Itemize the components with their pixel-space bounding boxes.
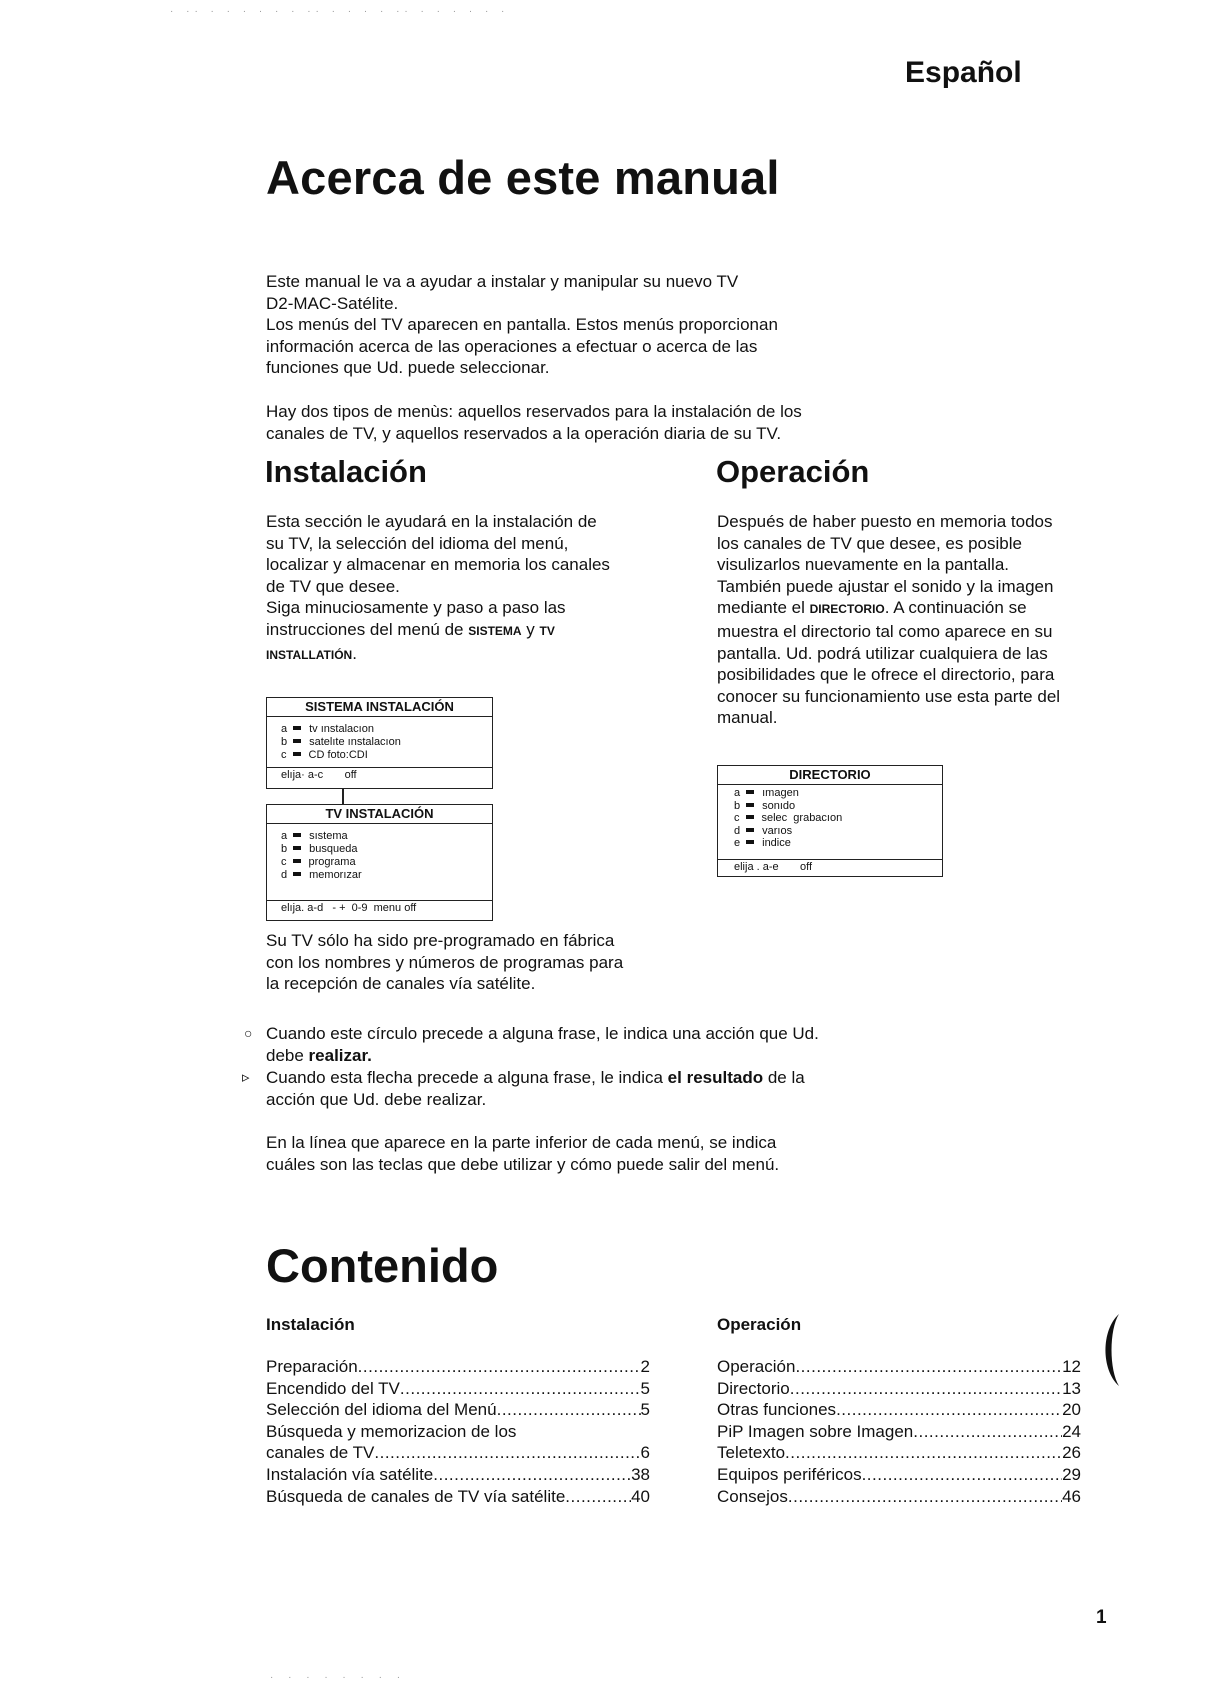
note-line: Su TV sólo ha sido pre-programado en fábrica <box>266 931 615 950</box>
menu-item-label: varıos <box>762 824 793 837</box>
menu-item-label: memorızar <box>309 869 362 881</box>
toc-entry-label: Otras funciones <box>717 1400 837 1420</box>
toc-entry-page: 12 <box>1062 1357 1081 1376</box>
menu-item-key: d <box>734 824 741 837</box>
bullet-icon <box>746 815 754 819</box>
circle-icon: ○ <box>244 1025 253 1041</box>
toc-entry[interactable] <box>266 1399 650 1421</box>
contents-title: Contenido <box>266 1239 499 1292</box>
section-tab-mark-icon <box>1095 1310 1125 1390</box>
arrow-explanation <box>266 1067 946 1110</box>
menu-item-label: sıstema <box>309 830 348 842</box>
menu-item-key: b <box>281 843 288 855</box>
intro-paragraph <box>266 271 886 379</box>
bullet-icon <box>293 833 301 837</box>
bullet-icon <box>293 739 301 743</box>
operation-line: conocer su funcionamiento use esta parte del <box>717 686 1061 706</box>
note-line: con los nombres y números de programas para <box>266 952 624 972</box>
types-line: Hay dos tipos de menùs: aquellos reservados para la instalación de los <box>266 402 802 421</box>
circle-line-pre: debe <box>266 1045 309 1065</box>
menu-item <box>718 800 942 813</box>
operation-paragraph <box>717 511 1117 729</box>
instr-prefix: instrucciones del menú de <box>266 619 469 639</box>
smallcaps-tv: TV <box>539 623 555 638</box>
toc-entry-label: Instalación vía satélite <box>266 1464 434 1484</box>
toc-entry[interactable] <box>717 1421 1081 1443</box>
arrow-line <box>266 1067 946 1089</box>
toc-entry[interactable] <box>717 1442 1081 1464</box>
operation-line: Después de haber puesto en memoria todos <box>717 512 1053 531</box>
menu-item <box>718 825 942 838</box>
page-number: 1 <box>1096 1607 1107 1628</box>
bullet-icon <box>746 840 754 844</box>
menu-connector-line <box>342 788 344 804</box>
operation-line: También puede ajustar el sonido y la imagen <box>717 576 1054 596</box>
toc-leader-dots <box>433 1464 631 1486</box>
toc-entry-page: 38 <box>631 1464 650 1484</box>
menu-item <box>267 723 492 736</box>
arrow-line-pre: Cuando esta flecha precede a alguna frase, le indica <box>266 1068 668 1087</box>
toc-leader-dots <box>565 1486 631 1508</box>
toc-leader-dots <box>400 1378 641 1400</box>
toc-entry[interactable] <box>266 1464 650 1486</box>
circle-line-bold: realizar. <box>308 1045 372 1065</box>
menu-item-label: selec grabacıon <box>761 812 843 824</box>
toc-entry-page: 5 <box>640 1400 650 1420</box>
bullet-icon <box>746 790 754 794</box>
toc-leader-dots <box>497 1399 641 1421</box>
circle-line <box>266 1045 946 1067</box>
bottom-line-text: cuáles son las teclas que debe utilizar y cómo puede salir del menú. <box>266 1154 780 1174</box>
menu-item-key: d <box>281 869 288 881</box>
menu-title: DIRECTORIO <box>718 766 942 785</box>
toc-entry-page: 13 <box>1062 1378 1081 1398</box>
operation-line: pantalla. Ud. podrá utilizar cualquiera de las <box>717 643 1048 663</box>
bullet-icon <box>293 726 301 730</box>
note-line: la recepción de canales vía satélite. <box>266 974 536 994</box>
menu-item-label: programa <box>308 856 356 868</box>
menu-item-key: c <box>281 856 287 868</box>
toc-leader-dots <box>785 1442 1062 1464</box>
installation-heading: Instalación <box>265 454 427 489</box>
bullet-icon <box>293 752 301 756</box>
types-line: canales de TV, y aquellos reservados a la operación diaria de su TV. <box>266 423 782 443</box>
menu-items <box>718 785 942 859</box>
operation-line: manual. <box>717 708 778 728</box>
toc-entry-label: Selección del idioma del Menú <box>266 1400 497 1420</box>
tv-instalacion-menu <box>266 804 493 921</box>
toc-entry-page: 46 <box>1062 1486 1081 1506</box>
page-title: Acerca de este manual <box>266 151 780 204</box>
menu-item-key: c <box>734 812 740 824</box>
circle-explanation <box>266 1023 946 1066</box>
menu-item <box>267 869 492 882</box>
menu-item <box>267 830 492 843</box>
toc-entry-label: Encendido del TV <box>266 1378 400 1398</box>
installation-paragraph <box>266 511 666 666</box>
smallcaps-installation: INSTALLATIÓN <box>266 647 353 662</box>
installation-line: de TV que desee. <box>266 576 400 596</box>
toc-leader-dots <box>836 1399 1062 1421</box>
menu-items <box>267 824 492 900</box>
menu-footer: elıja· a-c off <box>267 767 492 783</box>
operation-heading: Operación <box>716 454 870 489</box>
toc-entry-label: canales de TV <box>266 1443 375 1463</box>
toc-entry[interactable] <box>266 1378 650 1400</box>
operation-line: los canales de TV que desee, es posible <box>717 533 1022 553</box>
bullet-icon <box>293 846 301 850</box>
menu-item-label: ımagen <box>762 787 799 799</box>
preprogrammed-note <box>266 930 686 995</box>
menu-item-label: busqueda <box>309 843 358 855</box>
menu-title: SISTEMA INSTALACIÓN <box>267 698 492 717</box>
toc-entry-page: 24 <box>1062 1421 1081 1441</box>
toc-entry-label: Operación <box>717 1357 796 1376</box>
menu-item-key: e <box>734 837 741 849</box>
scan-marks-bottom: · · · · · · · · <box>270 1672 407 1683</box>
arrow-line-post: de la <box>763 1068 805 1087</box>
instr-period: . <box>352 643 357 663</box>
bottom-line-explanation <box>266 1132 946 1175</box>
menu-item-label: satelıte ınstalacıon <box>309 736 401 748</box>
toc-entry-page: 20 <box>1062 1400 1081 1420</box>
menu-types-paragraph <box>266 401 906 444</box>
menu-item-label: sonıdo <box>762 799 796 812</box>
bottom-line-text: En la línea que aparece en la parte inferior de cada menú, se indica <box>266 1133 777 1152</box>
toc-leader-dots <box>790 1378 1062 1400</box>
toc-leader-dots <box>913 1421 1062 1443</box>
smallcaps-directorio: DIRECTORIO <box>809 602 885 617</box>
toc-entry[interactable] <box>717 1464 1081 1486</box>
toc-entry-label: Equipos periféricos <box>717 1464 862 1484</box>
sistema-instalacion-menu <box>266 697 493 789</box>
toc-entry-page: 5 <box>640 1378 650 1398</box>
menu-item <box>267 749 492 762</box>
smallcaps-sistema: SISTEMA <box>468 623 522 638</box>
menu-item-key: a <box>281 830 288 842</box>
menu-item <box>267 843 492 856</box>
operation-line: visulizarlos nuevamente en la pantalla. <box>717 555 1010 575</box>
bullet-icon <box>746 828 754 832</box>
toc-entry[interactable] <box>717 1356 1081 1378</box>
toc-entry-label: Directorio <box>717 1378 790 1398</box>
menu-item-key: b <box>734 799 741 812</box>
toc-entry-label: Teletexto <box>717 1443 786 1463</box>
toc-leader-dots <box>862 1464 1063 1486</box>
menu-item-label: tv ınstalacıon <box>309 723 374 735</box>
language-label: Español <box>905 56 1022 89</box>
installation-line <box>266 619 666 643</box>
installation-line <box>266 643 666 667</box>
toc-leader-dots <box>788 1486 1062 1508</box>
toc-entry-page: 6 <box>640 1443 650 1463</box>
toc-entry[interactable] <box>717 1486 1081 1508</box>
installation-line: Esta sección le ayudará en la instalación de <box>266 512 597 531</box>
mediante-text: mediante el <box>717 598 810 618</box>
toc-leader-dots <box>358 1356 641 1378</box>
directorio-menu <box>717 765 943 877</box>
circle-line: Cuando este círculo precede a alguna frase, le indica una acción que Ud. <box>266 1024 819 1043</box>
menu-item-key: a <box>281 723 288 735</box>
toc-entry[interactable] <box>717 1378 1081 1400</box>
toc-leader-dots <box>374 1442 640 1464</box>
toc-entry-page: 2 <box>640 1357 650 1376</box>
menu-title: TV INSTALACIÓN <box>267 805 492 824</box>
arrow-line-bold: el resultado <box>667 1068 764 1087</box>
contents-installation-list <box>266 1356 650 1507</box>
menu-item-key: a <box>734 787 741 799</box>
menu-footer: elıja. a-d - + 0-9 menu off <box>267 900 492 916</box>
toc-entry-label: Consejos <box>717 1486 788 1506</box>
bullet-icon <box>746 803 754 807</box>
intro-line: funciones que Ud. puede seleccionar. <box>266 358 550 378</box>
contents-operation-heading: Operación <box>717 1315 802 1334</box>
arrow-icon: ▹ <box>242 1069 250 1086</box>
toc-entry-page: 29 <box>1062 1464 1081 1484</box>
installation-line: su TV, la selección del idioma del menú, <box>266 533 569 553</box>
toc-entry[interactable] <box>266 1442 650 1464</box>
instr-y: y <box>521 619 540 639</box>
menu-item-key: c <box>281 749 287 761</box>
operation-line: posibilidades que le ofrece el directorio, para <box>717 665 1055 685</box>
toc-entry[interactable] <box>717 1399 1081 1421</box>
intro-line: Los menús del TV aparecen en pantalla. Estos menús proporcionan <box>266 315 778 335</box>
toc-entry-page: 40 <box>631 1486 650 1506</box>
menu-footer: elija . a-e off <box>718 859 942 875</box>
menu-item-label: indice <box>762 837 791 849</box>
toc-leader-dots <box>795 1356 1062 1378</box>
intro-line: información acerca de las operaciones a efectuar o acerca de las <box>266 336 758 356</box>
arrow-line: acción que Ud. debe realizar. <box>266 1089 487 1109</box>
scan-marks-top: · ·· · · · · · · ·· · · · · ·· · · · · · · <box>170 6 510 17</box>
toc-entry-label: Preparación <box>266 1357 358 1376</box>
menu-item <box>718 837 942 850</box>
intro-line: D2-MAC-Satélite. <box>266 293 399 313</box>
toc-entry-wrap-line: Búsqueda y memorizacion de los <box>266 1421 517 1441</box>
menu-item <box>718 787 942 800</box>
menu-item <box>718 812 942 825</box>
menu-item-key: b <box>281 736 288 748</box>
continuacion-text: . A continuación se <box>884 598 1027 618</box>
operation-line: muestra el directorio tal como aparece en su <box>717 621 1053 641</box>
menu-items <box>267 717 492 767</box>
operation-line <box>717 597 1117 621</box>
bullet-icon <box>293 872 301 876</box>
contents-installation-heading: Instalación <box>266 1315 355 1334</box>
installation-line: localizar y almacenar en memoria los canales <box>266 555 610 575</box>
menu-item <box>267 736 492 749</box>
bullet-icon <box>293 859 301 863</box>
installation-line: Siga minuciosamente y paso a paso las <box>266 598 566 618</box>
toc-entry[interactable] <box>266 1356 650 1378</box>
contents-operation-list <box>717 1356 1081 1507</box>
menu-item <box>267 856 492 869</box>
toc-entry[interactable] <box>266 1486 650 1508</box>
intro-line: Este manual le va a ayudar a instalar y manipular su nuevo TV <box>266 272 739 291</box>
menu-item-label: CD foto:CDI <box>308 749 368 761</box>
toc-entry-label: Búsqueda de canales de TV vía satélite <box>266 1486 566 1506</box>
toc-entry-page: 26 <box>1062 1443 1081 1463</box>
toc-entry-label: PiP Imagen sobre Imagen <box>717 1421 914 1441</box>
